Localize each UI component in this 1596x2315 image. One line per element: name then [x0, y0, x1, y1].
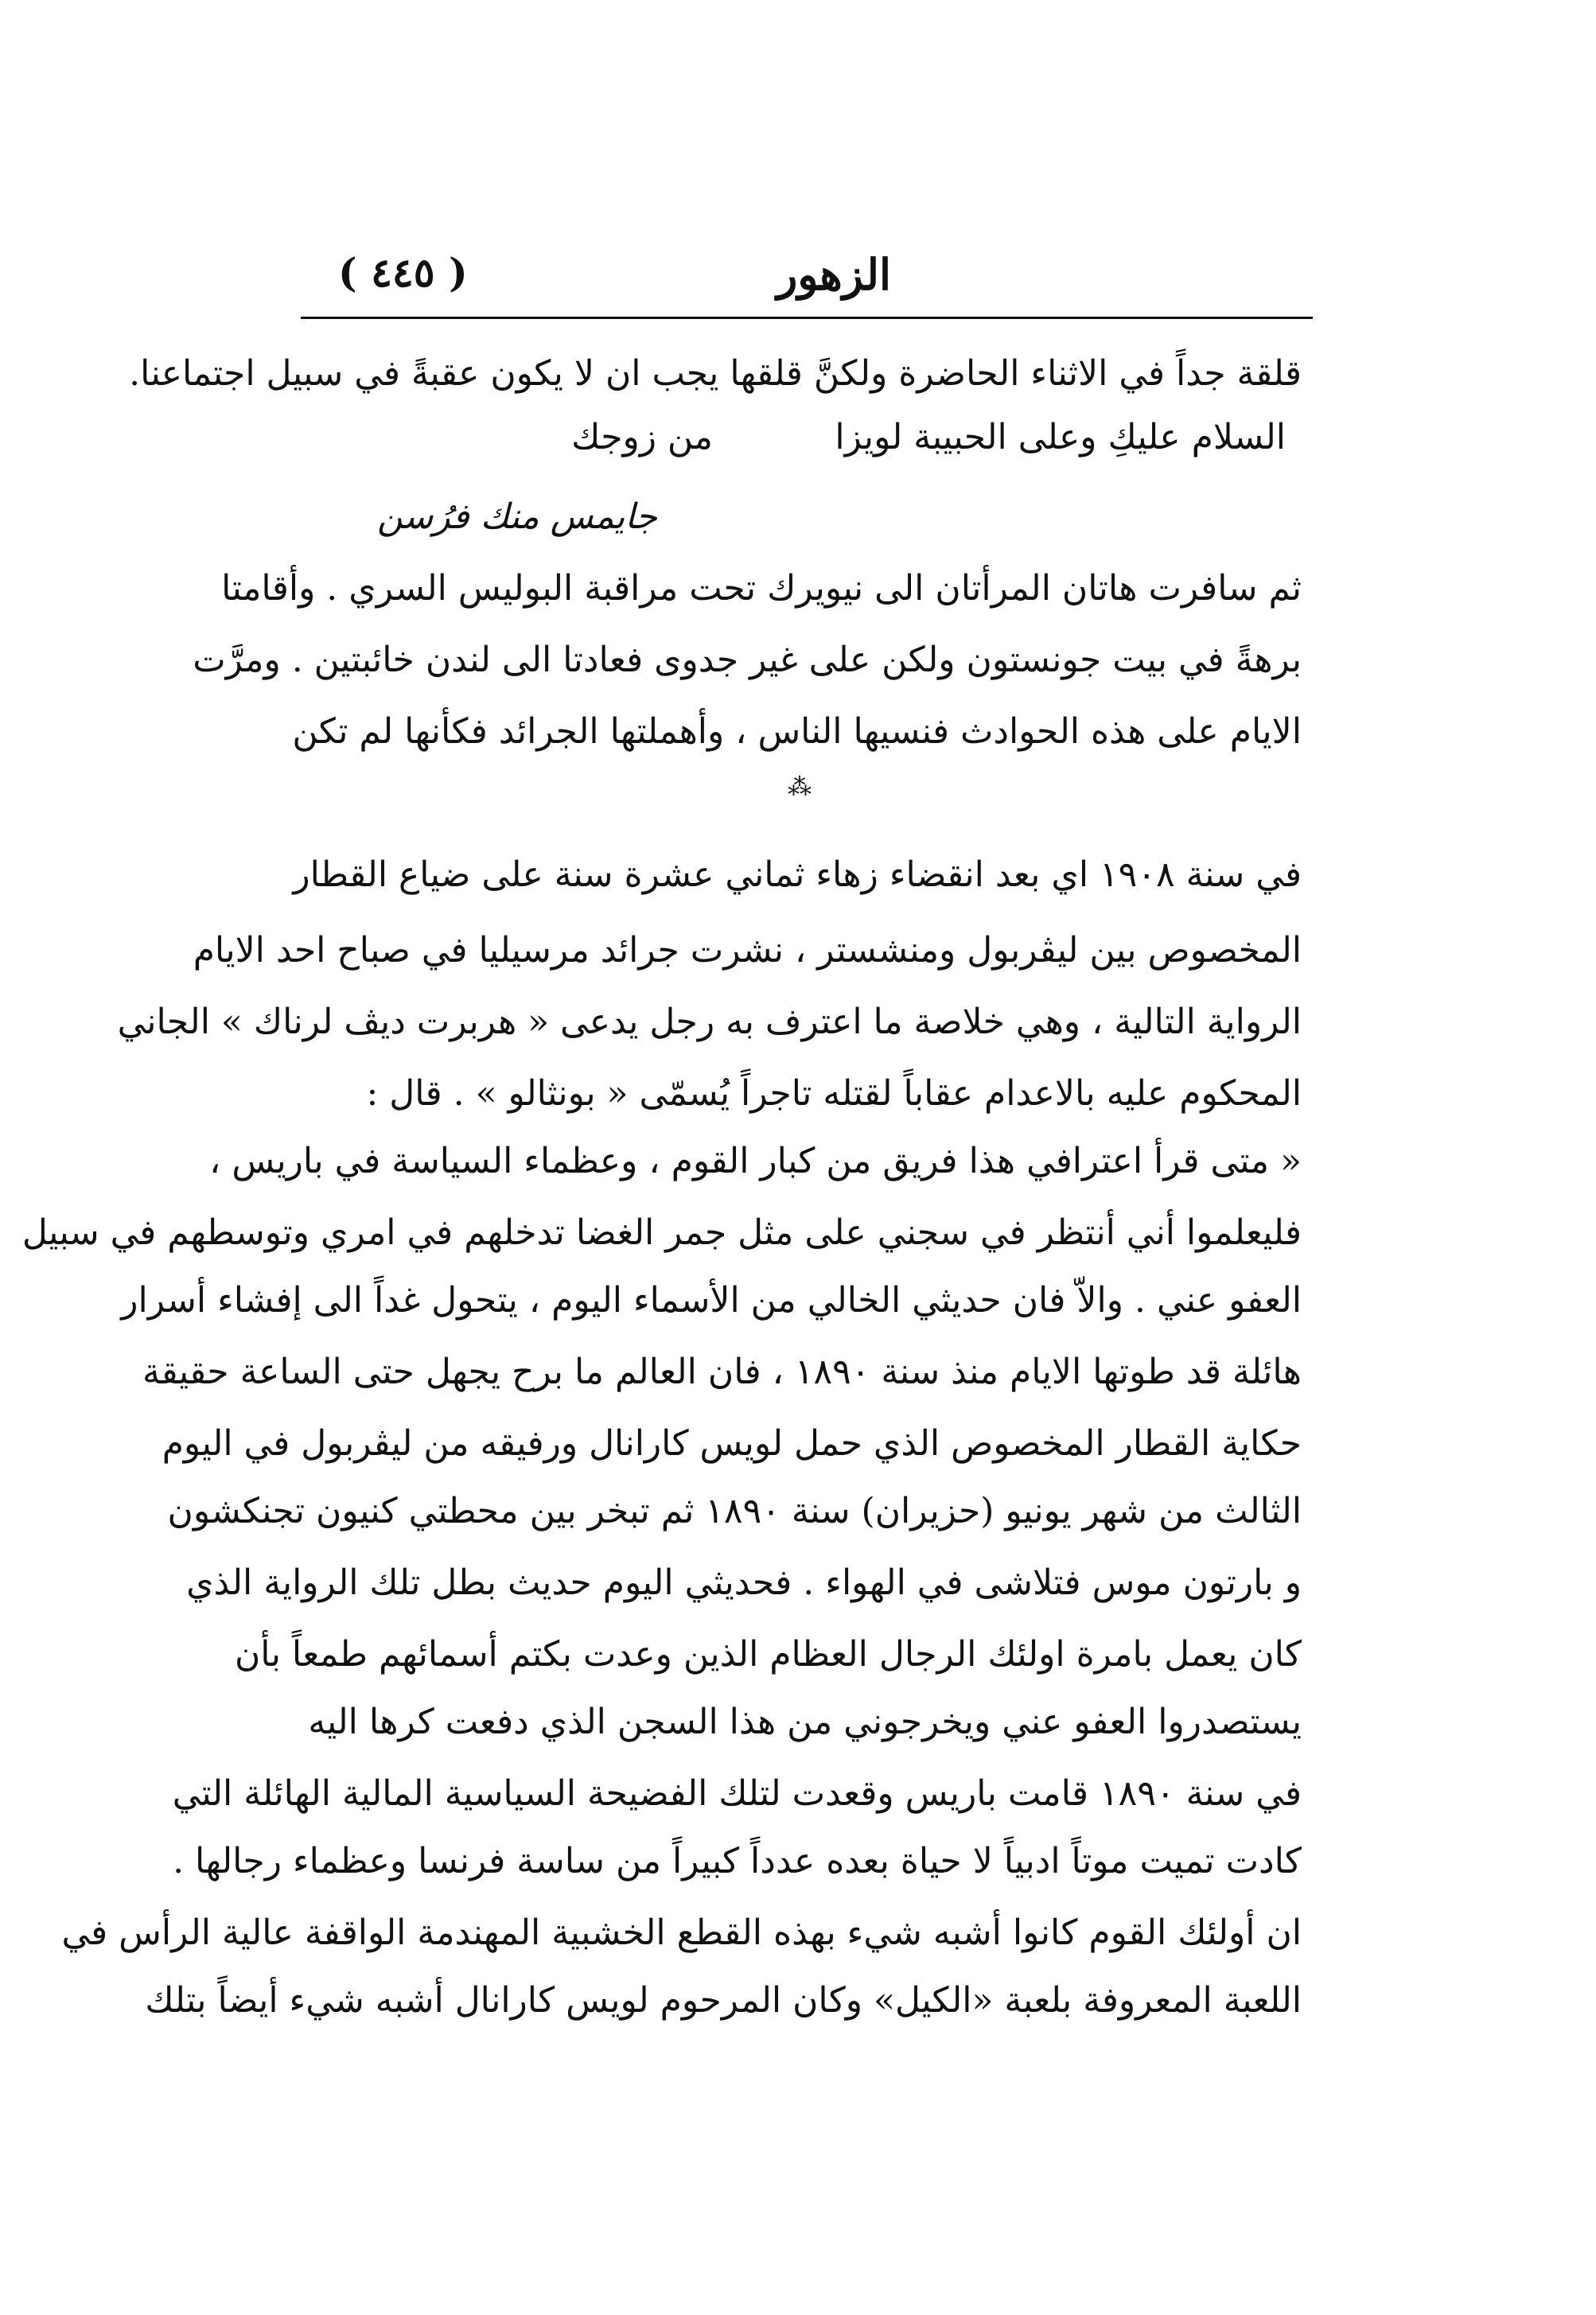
text-line: كان يعمل بامرة اولئك الرجال العظام الذين وعدت بكتم أسمائهم طمعاً بأن [234, 1634, 1302, 1675]
letter-signature: جايمس منك فرُسن [377, 496, 657, 537]
text-line: هائلة قد طوتها الايام منذ سنة ١٨٩٠ ، فان العالم ما برح يجهل حتى الساعة حقيقة [142, 1352, 1302, 1392]
section-separator: ⁂ [788, 773, 812, 801]
text-line: و بارتون موس فتلاشى في الهواء . فحديثي اليوم حديث بطل تلك الرواية الذي [186, 1562, 1302, 1603]
text-line: في سنة ١٨٩٠ قامت باريس وقعدت لتلك الفضيحة السياسية المالية الهائلة التي [172, 1773, 1302, 1814]
letter-from-label: من زوجك [571, 417, 713, 457]
text-line: حكاية القطار المخصوص الذي حمل لويس كارانال ورفيقه من ليڤربول في اليوم [162, 1423, 1302, 1464]
page-header [314, 243, 1301, 306]
text-line: الثالث من شهر يونيو (حزيران) سنة ١٨٩٠ ثم تبخر بين محطتي كنيون تجنكشون [167, 1491, 1302, 1531]
letter-greeting: السلام عليكِ وعلى الحبيبة لويزا [835, 417, 1286, 457]
text-line: العفو عني . والاّ فان حديثي الخالي من الأسماء اليوم ، يتحول غداً الى إفشاء أسرار [121, 1280, 1302, 1321]
text-line: كادت تميت موتاً ادبياً لا حياة بعده عدداً كبيراً من ساسة فرنسا وعظماء رجالها . [173, 1841, 1302, 1881]
text-line: فليعلموا أني أنتظر في سجني على مثل جمر الغضا تدخلهم في امري وتوسطهم في سبيل [21, 1212, 1302, 1253]
page-number: ( ٤٤٥ ) [338, 249, 468, 296]
text-line: ان أولئك القوم كانوا أشبه شيء بهذه القطع الخشبية المهندمة الواقفة عالية الرأس في [61, 1912, 1302, 1953]
text-line: قلقة جداً في الاثناء الحاضرة ولكنَّ قلقها يجب ان لا يكون عقبةً في سبيل اجتماعنا. [129, 353, 1302, 394]
text-line: الرواية التالية ، وهي خلاصة ما اعترف به رجل يدعى « هربرت ديڤ لرناك » الجاني [117, 1002, 1302, 1042]
text-line: يستصدروا العفو عني ويخرجوني من هذا السجن الذي دفعت كرها اليه [308, 1702, 1302, 1742]
text-line: ثم سافرت هاتان المرأتان الى نيويرك تحت مراقبة البوليس السري . وأقامتا [221, 568, 1302, 609]
text-line: برهةً في بيت جونستون ولكن على غير جدوى فعادتا الى لندن خائبتين . ومرَّت [193, 640, 1302, 680]
running-title: الزهور [777, 249, 891, 300]
text-line: « متى قرأ اعترافي هذا فريق من كبار القوم ، وعظماء السياسة في باريس ، [209, 1141, 1302, 1181]
text-line: اللعبة المعروفة بلعبة «الكيل» وكان المرحوم لويس كارانال أشبه شيء أيضاً بتلك [145, 1980, 1302, 2021]
text-line: المخصوص بين ليڤربول ومنشستر ، نشرت جرائد مرسيليا في صباح احد الايام [193, 930, 1302, 971]
text-line: في سنة ١٩٠٨ اي بعد انقضاء زهاء ثماني عشرة سنة على ضياع القطار [293, 854, 1302, 895]
text-line: المحكوم عليه بالاعدام عقاباً لقتله تاجراً يُسمّى « بونثالو » . قال : [366, 1073, 1302, 1114]
text-line: الايام على هذه الحوادث فنسيها الناس ، وأهملتها الجرائد فكأنها لم تكن [292, 711, 1302, 752]
header-rule [301, 317, 1313, 319]
